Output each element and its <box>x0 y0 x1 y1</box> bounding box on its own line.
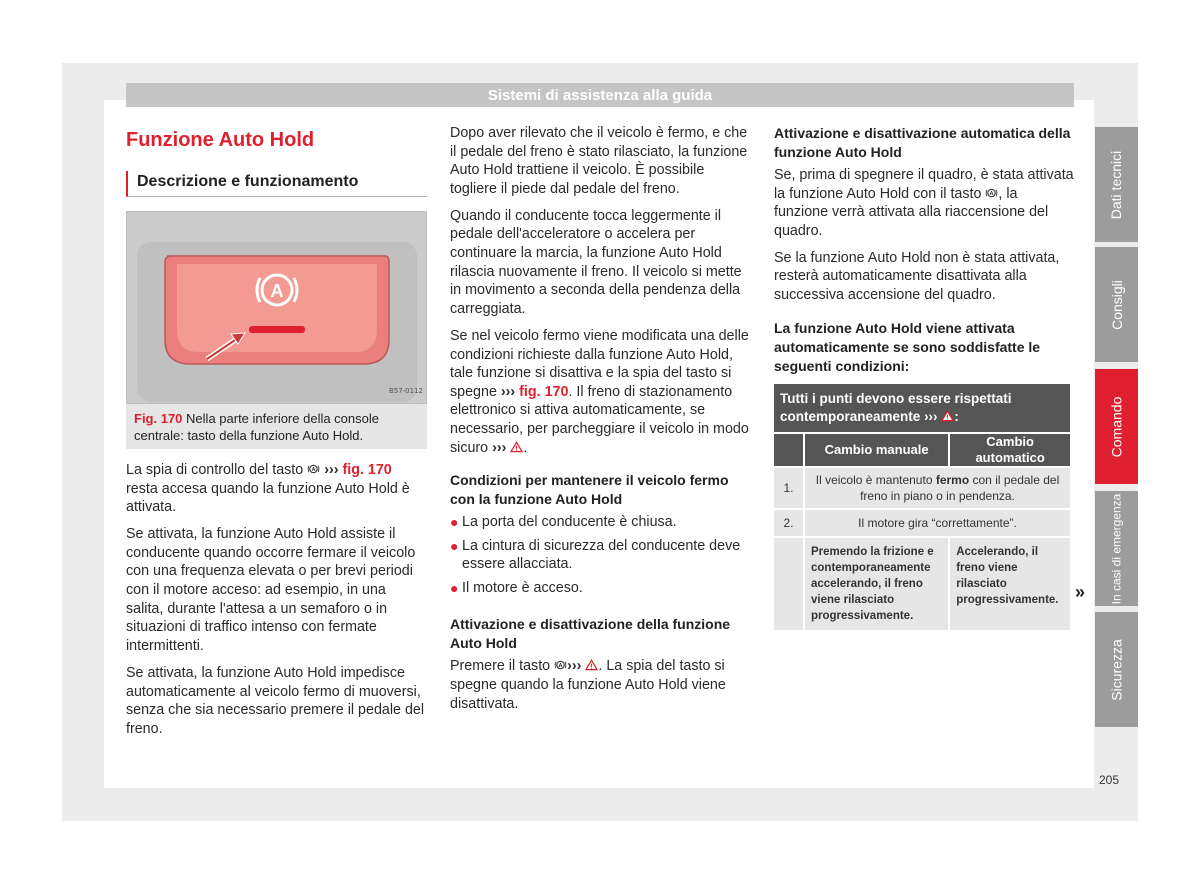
text: , la funzione verrà attivata alla riaccensione del quadro. <box>774 185 1049 239</box>
bullet-icon: ● <box>450 514 459 531</box>
reference-arrows: ››› <box>567 658 582 675</box>
text: Se nel veicolo fermo viene modificata una delle condizioni richieste dalla funzione Auto Hold, tale funzione si disattiva e la spia del tasto si spegne <box>450 327 749 400</box>
tab-label: Comando <box>1108 396 1125 457</box>
text: Se, prima di spegnere il quadro, è stata attivata la funzione Auto Hold con il tasto <box>774 167 1074 202</box>
column-1 <box>126 124 427 747</box>
bullet-icon: ● <box>450 537 459 554</box>
paragraph: Se la funzione Auto Hold non è stata attivata, resterà automaticamente disattivata alla successiva accensione del quadro. <box>774 249 1060 304</box>
row-number-empty <box>774 538 803 630</box>
tab-dati-tecnici[interactable] <box>1095 127 1138 242</box>
table-title: Tutti i punti devono essere rispettati contemporaneamente ››› : <box>774 384 1070 432</box>
paragraph: Se attivata, la funzione Auto Hold assiste il conducente quando occorre fermare il veicolo con una frequenza elevata o per brevi periodi con il motore acceso: ad esempio, in una salita, durante l'attesa a un semaforo o in situazioni di traffico intenso con fermate intermittenti. <box>126 526 416 654</box>
tab-comando[interactable] <box>1095 369 1138 484</box>
table-row <box>774 538 1070 630</box>
reference-arrows: ››› <box>492 439 507 456</box>
tab-consigli[interactable] <box>1095 247 1138 362</box>
figure-reference-link[interactable]: fig. 170 <box>342 462 392 478</box>
column-3 <box>774 124 1074 632</box>
chapter-header: Sistemi di assistenza alla guida <box>126 83 1074 107</box>
svg-text:A: A <box>311 467 316 474</box>
svg-text:A: A <box>270 281 284 301</box>
figure-reference-link[interactable]: fig. 170 <box>519 383 569 400</box>
table-header-auto: Cambio automatico <box>950 434 1070 466</box>
warning-icon <box>510 441 523 453</box>
table-cell-manual: Premendo la frizione e contemporaneamente accelerando, il freno viene rilasciato progressivamente. <box>805 538 948 630</box>
figure-caption <box>126 404 427 449</box>
row-number: 1. <box>774 468 803 508</box>
warning-icon <box>585 659 598 671</box>
list-item-text: La cintura di sicurezza del conducente deve essere allacciata. <box>462 537 741 573</box>
figure-label: Fig. 170 <box>134 411 183 426</box>
tab-label: Dati tecnici <box>1108 150 1125 219</box>
tab-label: Sicurezza <box>1108 638 1125 701</box>
tab-label: Consigli <box>1108 279 1125 330</box>
text: . Il freno di stazionamento elettronico si attiva automaticamente, se necessario, per parcheggiare il veicolo in modo sicuro <box>450 383 749 456</box>
table-cell-auto: Accelerando, il freno viene rilasciato progressivamente. <box>950 538 1070 630</box>
list-item-text: La porta del conducente è chiusa. <box>462 514 677 531</box>
toggle-heading: Attivazione e disattivazione della funzione Auto Hold <box>450 616 731 652</box>
tab-label: In casi di emergenza <box>1109 493 1124 604</box>
figure-code: B57-0112 <box>388 387 423 396</box>
conditions-heading: La funzione Auto Hold viene attivata automaticamente se sono soddisfatte le seguenti condizioni: <box>774 319 1041 374</box>
list-item-text: Il motore è acceso. <box>462 579 583 596</box>
text: resta accesa quando la funzione Auto Hold è attivata. <box>126 480 410 516</box>
bullet-icon: ● <box>450 579 459 596</box>
text: Premere il tasto <box>450 658 555 675</box>
svg-text:A: A <box>558 663 563 670</box>
text: La spia di controllo del tasto <box>126 462 308 478</box>
auto-hold-icon <box>307 463 320 475</box>
table-title-text: Tutti i punti devono essere rispettati contemporaneamente <box>780 390 1012 424</box>
auto-hold-icon <box>554 659 567 671</box>
table-header-empty <box>774 434 803 466</box>
paragraph: Dopo aver rilevato che il veicolo è fermo, e che il pedale del freno è stato rilasciato, la funzione Auto Hold trattiene il veicolo. È possibile togliere il piede dal pedale del freno. <box>450 125 748 197</box>
paragraph <box>126 461 427 517</box>
section-subtitle: Descrizione e funzionamento <box>126 171 427 197</box>
paragraph <box>774 166 1074 240</box>
continue-arrow-icon: » <box>1075 582 1086 602</box>
text-bold: fermo <box>935 472 970 487</box>
svg-text:A: A <box>989 190 994 197</box>
tab-in-casi-di-emergenza[interactable] <box>1095 491 1138 606</box>
list-item <box>450 579 750 598</box>
list-item <box>450 537 750 574</box>
table-row <box>774 468 1070 508</box>
table-cell <box>805 468 1070 508</box>
auto-hold-button-illustration <box>127 212 426 403</box>
table-row <box>774 510 1070 536</box>
figure-auto-hold-button <box>126 211 427 404</box>
page-number: 205 <box>1099 773 1120 787</box>
paragraph <box>450 657 750 713</box>
table-cell: Il motore gira “correttamente”. <box>805 510 1070 536</box>
row-number: 2. <box>774 510 803 536</box>
table-header-manual: Cambio manuale <box>805 434 948 466</box>
reference-arrows: ››› <box>324 462 339 478</box>
requirements-table <box>772 382 1072 632</box>
list-item <box>450 513 750 532</box>
figure-caption-text: Nella parte inferiore della console centrale: tasto della funzione Auto Hold. <box>134 411 379 443</box>
paragraph: Quando il conducente tocca leggermente il pedale dell'acceleratore o accelera per continuare la marcia, la funzione Auto Hold rilascia nuovamente il freno. Il veicolo si mette in movimento a seconda della pendenza della carreggiata. <box>450 207 742 317</box>
conditions-heading: Condizioni per mantenere il veicolo fermo con la funzione Auto Hold <box>450 472 729 508</box>
auto-heading: Attivazione e disattivazione automatica della funzione Auto Hold <box>774 125 1071 160</box>
reference-arrows: ››› <box>924 408 938 424</box>
column-2 <box>450 124 750 722</box>
paragraph: Se attivata, la funzione Auto Hold impedisce automaticamente al veicolo fermo di muoversi, senza che sia necessario premere il pedale del freno. <box>126 664 425 737</box>
auto-hold-icon <box>985 187 998 199</box>
tab-sicurezza[interactable] <box>1095 612 1138 727</box>
text: Il veicolo è mantenuto <box>815 472 936 487</box>
paragraph: Se nel veicolo fermo viene modificata una delle condizioni richieste dalla funzione Auto Hold, tale funzione si disattiva e la spia del tasto si spegne ››› fig. 170. Il freno di stazionamento elettronico si attiva automaticamente, se necessario, per parcheggiare il veicolo in modo sicuro ››› . <box>450 327 749 456</box>
section-title: Funzione Auto Hold <box>126 129 315 151</box>
text: con il pedale del freno in piano o in pendenza. <box>860 472 1060 503</box>
reference-arrows: ››› <box>500 383 516 400</box>
text: . La spia del tasto si spegne quando la funzione Auto Hold viene disattivata. <box>450 658 726 712</box>
warning-icon <box>941 410 954 422</box>
